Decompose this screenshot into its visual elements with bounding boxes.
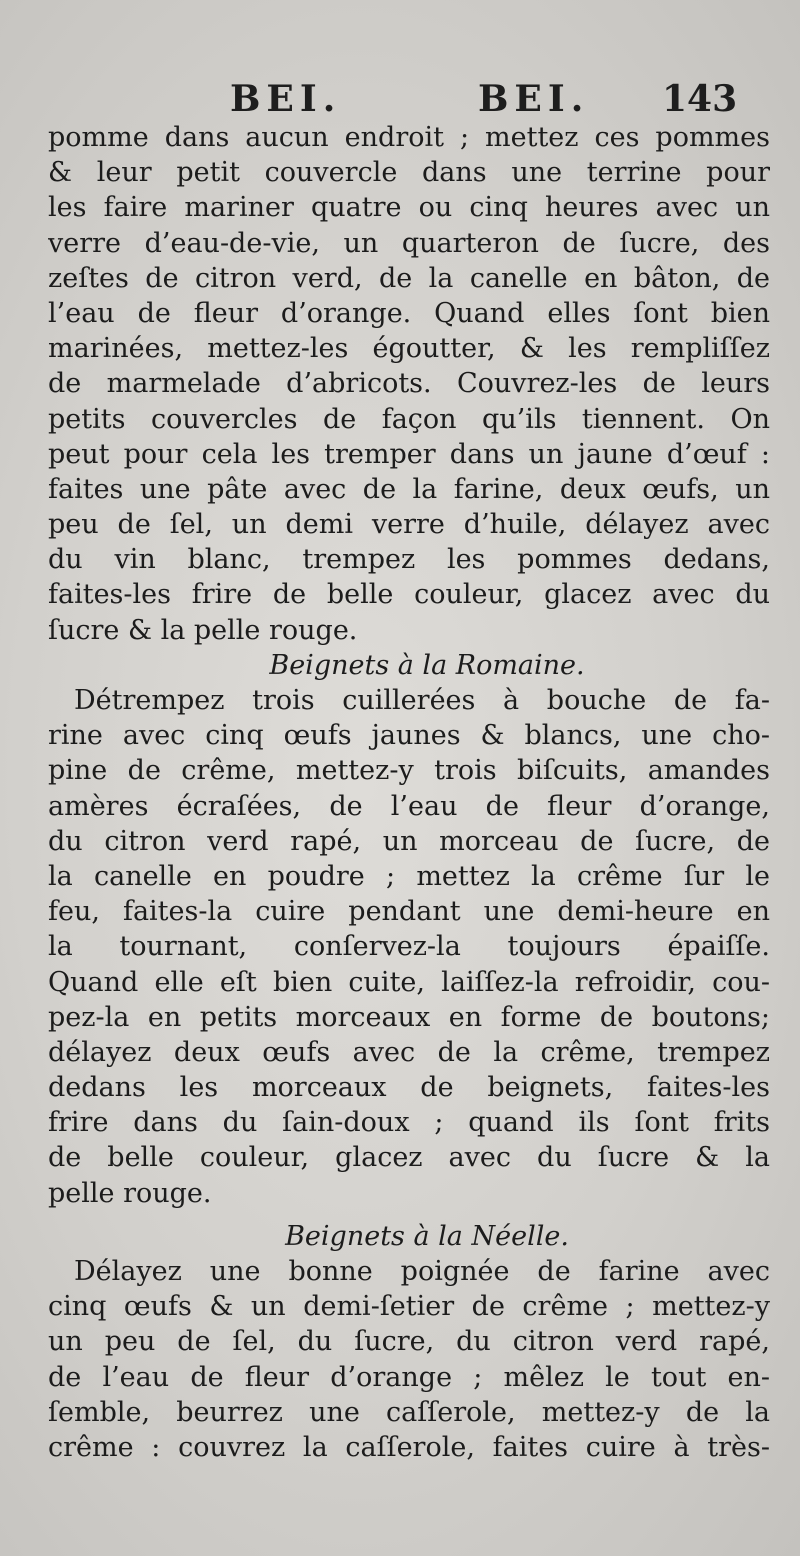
text-line: un peu de ſel, du ſucre, du citron verd rapé, — [48, 1326, 770, 1358]
text-line: crême : couvrez la caſſerole, faites cuire à très- — [48, 1431, 770, 1463]
text-line: cinq œufs & un demi-ſetier de crême ; mettez-y — [48, 1291, 770, 1323]
text-line: délayez deux œufs avec de la crême, trempez — [48, 1036, 770, 1068]
text-line: de marmelade d’abricots. Couvrez-les de leurs — [48, 368, 770, 400]
text-line: du vin blanc, trempez les pommes dedans, — [48, 544, 770, 576]
page-number: 143 — [662, 78, 738, 120]
text-line: les faire mariner quatre ou cinq heures avec un — [48, 192, 770, 224]
running-header — [0, 78, 800, 126]
header-left: BEI. — [230, 78, 342, 120]
text-line: faites-les frire de belle couleur, glacez avec du — [48, 579, 770, 611]
text-line: frire dans du ſain-doux ; quand ils ſont frits — [48, 1107, 770, 1139]
text-line: verre d’eau-de-vie, un quarteron de ſucre, des — [48, 227, 770, 259]
text-line: amères écraſées, de l’eau de fleur d’orange, — [48, 790, 770, 822]
text-line: la tournant, conſervez-la toujours épaiſſe. — [48, 931, 770, 963]
text-line: marinées, mettez-les égoutter, & les rempliſſez — [48, 333, 770, 365]
text-line: peut pour cela les tremper dans un jaune d’œuf : — [48, 438, 770, 470]
text-line: du citron verd rapé, un morceau de ſucre, de — [48, 825, 770, 857]
text-line: faites une pâte avec de la farine, deux œufs, un — [48, 473, 770, 505]
page-body — [48, 120, 770, 1465]
spacer — [48, 1211, 770, 1219]
text-line: l’eau de fleur d’orange. Quand elles ſont bien — [48, 297, 770, 329]
section-heading: Beignets à la Néelle. — [285, 1220, 569, 1252]
text-line: & leur petit couvercle dans une terrine pour — [48, 157, 770, 189]
text-line: petits couvercles de façon qu’ils tiennent. On — [48, 403, 770, 435]
section-heading: Beignets à la Romaine. — [269, 649, 585, 681]
text-line: peu de ſel, un demi verre d’huile, délayez avec — [48, 509, 770, 541]
text-line: de l’eau de fleur d’orange ; mêlez le tout en- — [48, 1361, 770, 1393]
header-center: BEI. — [478, 78, 590, 120]
text-line: de belle couleur, glacez avec du ſucre & la — [48, 1142, 770, 1174]
text-line: pelle rouge. — [48, 1177, 212, 1209]
text-line: pez-la en petits morceaux en forme de boutons; — [48, 1001, 770, 1033]
text-line: pine de crême, mettez-y trois biſcuits, amandes — [48, 755, 770, 787]
text-line: Détrempez trois cuillerées à bouche de fa- — [74, 685, 770, 716]
text-line: pomme dans aucun endroit ; mettez ces pommes — [48, 122, 770, 153]
text-line: rine avec cinq œufs jaunes & blancs, une cho- — [48, 720, 770, 752]
text-line: Délayez une bonne poignée de farine avec — [74, 1256, 770, 1287]
text-line: feu, faites-la cuire pendant une demi-heure en — [48, 896, 770, 928]
text-line: ſucre & la pelle rouge. — [48, 614, 358, 646]
text-line: la canelle en poudre ; mettez la crême ſur le — [48, 860, 770, 892]
text-line: dedans les morceaux de beignets, faites-les — [48, 1072, 770, 1104]
text-line: Quand elle eſt bien cuite, laiſſez-la refroidir, cou- — [48, 966, 770, 998]
text-line: zeſtes de citron verd, de la canelle en bâton, de — [48, 262, 770, 294]
text-line: ſemble, beurrez une caſſerole, mettez-y de la — [48, 1396, 770, 1428]
